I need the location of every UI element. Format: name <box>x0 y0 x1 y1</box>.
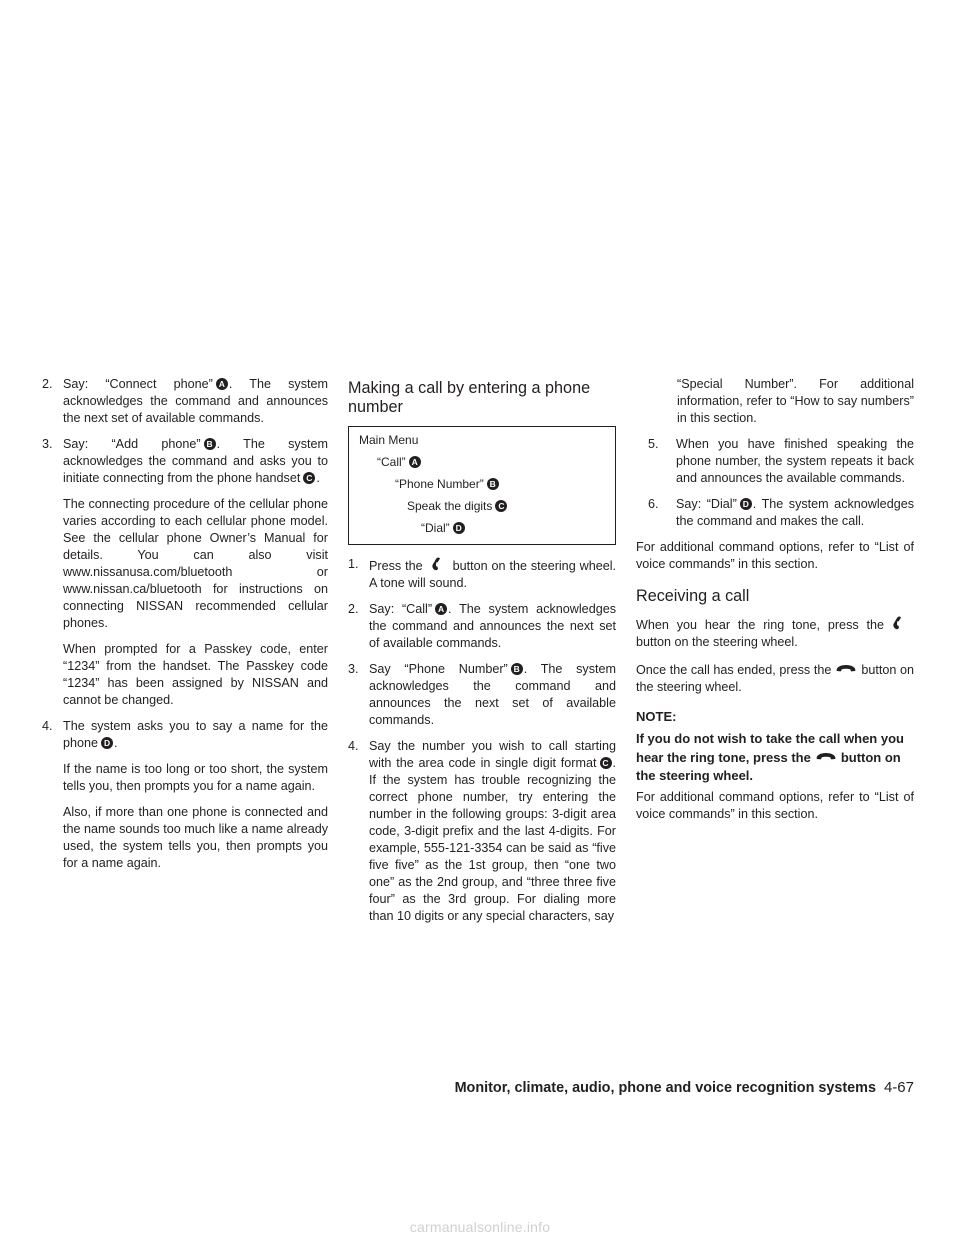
call-step-1: 1. Press the button on the steering wheel. A tone will sound. <box>348 557 617 590</box>
callout-c-badge: C <box>495 500 507 512</box>
column-3 <box>636 376 914 832</box>
callout-d-badge: D <box>453 522 465 534</box>
column-2 <box>348 379 616 934</box>
watermark: carmanualsonline.info <box>409 1219 551 1235</box>
callout-a-badge: A <box>216 378 228 390</box>
section-title: Monitor, climate, audio, phone and voice recognition systems <box>454 1080 876 1096</box>
call-ended-paragraph: Once the call has ended, press the button on the steering wheel. <box>636 660 914 696</box>
step-4-name-phone: 4. The system asks you to say a name for the phone D . <box>42 719 328 750</box>
menu-call: “Call” A <box>359 451 615 473</box>
special-number-continuation: “Special Number”. For additional information, refer to “How to say numbers” in this section. <box>677 377 914 425</box>
page-footer <box>455 1079 914 1096</box>
call-step-6: 6. Say: “Dial” D . The system acknowledges the command and makes the call. <box>648 497 914 528</box>
name-similar-paragraph: Also, if more than one phone is connected and the name sounds too much like a name already used, the system tells you, then prompts you for a name again. <box>63 805 328 870</box>
connecting-procedure-paragraph: The connecting procedure of the cellular phone varies according to each cellular phone model. See the cellular phone Owner’s Manual for details. You can also visit www.nissanusa.com/bluetooth or www.nissan.ca/bluetooth for instructions on connecting NISSAN recommended cellular phones. <box>63 497 328 630</box>
menu-speak-digits: Speak the digits C <box>359 495 615 517</box>
call-step-4: 4. Say the number you wish to call starting with the area code in single digit format C . If the system has trouble recognizing the correct phone number, try entering the number in the following groups: 3-digit area code, 3-digit prefix and the last 4-digits. For example, 555-121-3354 can be said as “five five five” as the 1st group, then “one two one” as the 2nd group, and “three three five four” as the 3rd group. For dialing more than 10 digits or any special characters, say <box>348 739 616 923</box>
phone-end-icon <box>835 660 857 676</box>
callout-a-badge: A <box>435 603 447 615</box>
phone-send-icon <box>427 556 449 572</box>
callout-b-badge: B <box>487 478 499 490</box>
callout-d-badge: D <box>101 737 113 749</box>
callout-c-badge: C <box>303 472 315 484</box>
callout-a-badge: A <box>409 456 421 468</box>
additional-options-paragraph-2: For additional command options, refer to “List of voice commands” in this section. <box>636 790 914 821</box>
menu-main: Main Menu <box>359 433 419 447</box>
phone-end-icon <box>815 748 837 764</box>
call-step-2: 2. Say: “Call” A . The system acknowledges the command and announces the next set of available commands. <box>348 602 616 650</box>
call-step-5: 5. When you have finished speaking the phone number, the system repeats it back and announces the available commands. <box>648 437 914 485</box>
phone-send-icon <box>888 615 910 631</box>
passkey-paragraph: When prompted for a Passkey code, enter “1234” from the handset. The Passkey code “1234” has been assigned by NISSAN and cannot be changed. <box>63 642 328 707</box>
callout-b-badge: B <box>511 663 523 675</box>
call-step-3: 3. Say “Phone Number” B . The system acknowledges the command and announces the next set of available commands. <box>348 662 616 727</box>
note-label: NOTE: <box>636 709 677 724</box>
making-call-heading: Making a call by entering a phone number <box>348 379 591 416</box>
step-3-add-phone: 3. Say: “Add phone” B . The system acknowledges the command and asks you to initiate connecting from the phone handset C . <box>42 437 328 485</box>
ring-tone-paragraph: When you hear the ring tone, press thebutton on the steering wheel. <box>636 615 914 651</box>
additional-options-paragraph: For additional command options, refer to “List of voice commands” in this section. <box>636 540 914 571</box>
column-1 <box>42 376 328 881</box>
menu-phone-number: “Phone Number” B <box>359 473 615 495</box>
receiving-call-heading: Receiving a call <box>636 587 750 605</box>
callout-b-badge: B <box>204 438 216 450</box>
page-number: 4-67 <box>883 1079 914 1096</box>
callout-d-badge: D <box>740 498 752 510</box>
callout-c-badge: C <box>600 757 612 769</box>
menu-dial: “Dial” D <box>359 517 615 539</box>
note-text: If you do not wish to take the call when you hear the ring tone, press the button on the steering wheel. <box>636 731 904 783</box>
name-length-paragraph: If the name is too long or too short, the system tells you, then prompts you for a name again. <box>63 762 328 793</box>
step-2-connect-phone: 2. Say: “Connect phone” A . The system acknowledges the command and announces the next set of available commands. <box>42 377 328 425</box>
voice-menu-diagram <box>348 426 616 545</box>
